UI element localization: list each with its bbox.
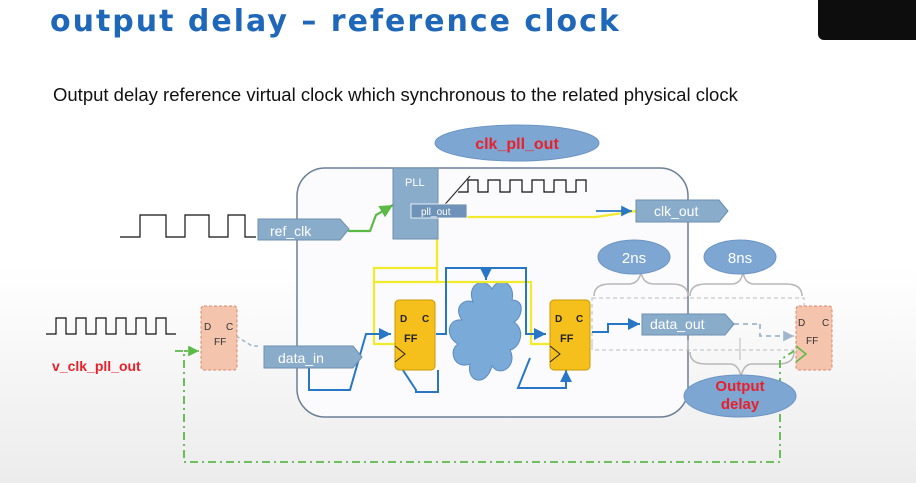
data-out-label: data_out: [650, 316, 705, 332]
delay-2ns-text: 2ns: [621, 250, 647, 267]
pll-label: PLL: [405, 177, 425, 189]
ff3-d-label: D: [204, 322, 212, 333]
ff1-ff-label: FF: [404, 333, 418, 345]
ff1-d-label: D: [400, 314, 408, 325]
slide-title: output delay – reference clock: [50, 4, 621, 39]
clk-out-label: clk_out: [654, 203, 699, 219]
brace-output-delay: [690, 352, 794, 376]
ref-clk-label: ref_clk: [270, 223, 312, 239]
clk-pll-out-callout-text: clk_pll_out: [475, 136, 559, 153]
ff3-c-label: C: [226, 322, 234, 333]
v-clk-waveform: [46, 318, 176, 334]
output-delay-text-line1: Output: [715, 378, 765, 395]
data-out-dashed-2: [760, 324, 794, 336]
virtual-clock-label: v_clk_pll_out: [52, 358, 141, 374]
ff4-ff-label: FF: [806, 336, 819, 347]
launch-q-wire: [236, 336, 258, 346]
ff4-d-label: D: [798, 318, 806, 329]
ff4-c-label: C: [822, 318, 830, 329]
ref-clk-waveform: [120, 215, 256, 237]
ff2-d-label: D: [555, 314, 563, 325]
ff2-c-label: C: [576, 314, 584, 325]
ff3-ff-label: FF: [214, 337, 227, 348]
pll-out-label: pll_out: [421, 207, 451, 218]
ff2-ff-label: FF: [560, 333, 574, 345]
data-in-label: data_in: [278, 350, 324, 366]
output-delay-text-line2: delay: [720, 396, 760, 413]
delay-8ns-text: 8ns: [727, 250, 753, 267]
ff1-c-label: C: [422, 314, 430, 325]
brace-8ns: [690, 272, 802, 296]
slide-subtitle: Output delay reference virtual clock which synchronous to the related physical clock: [53, 84, 738, 105]
